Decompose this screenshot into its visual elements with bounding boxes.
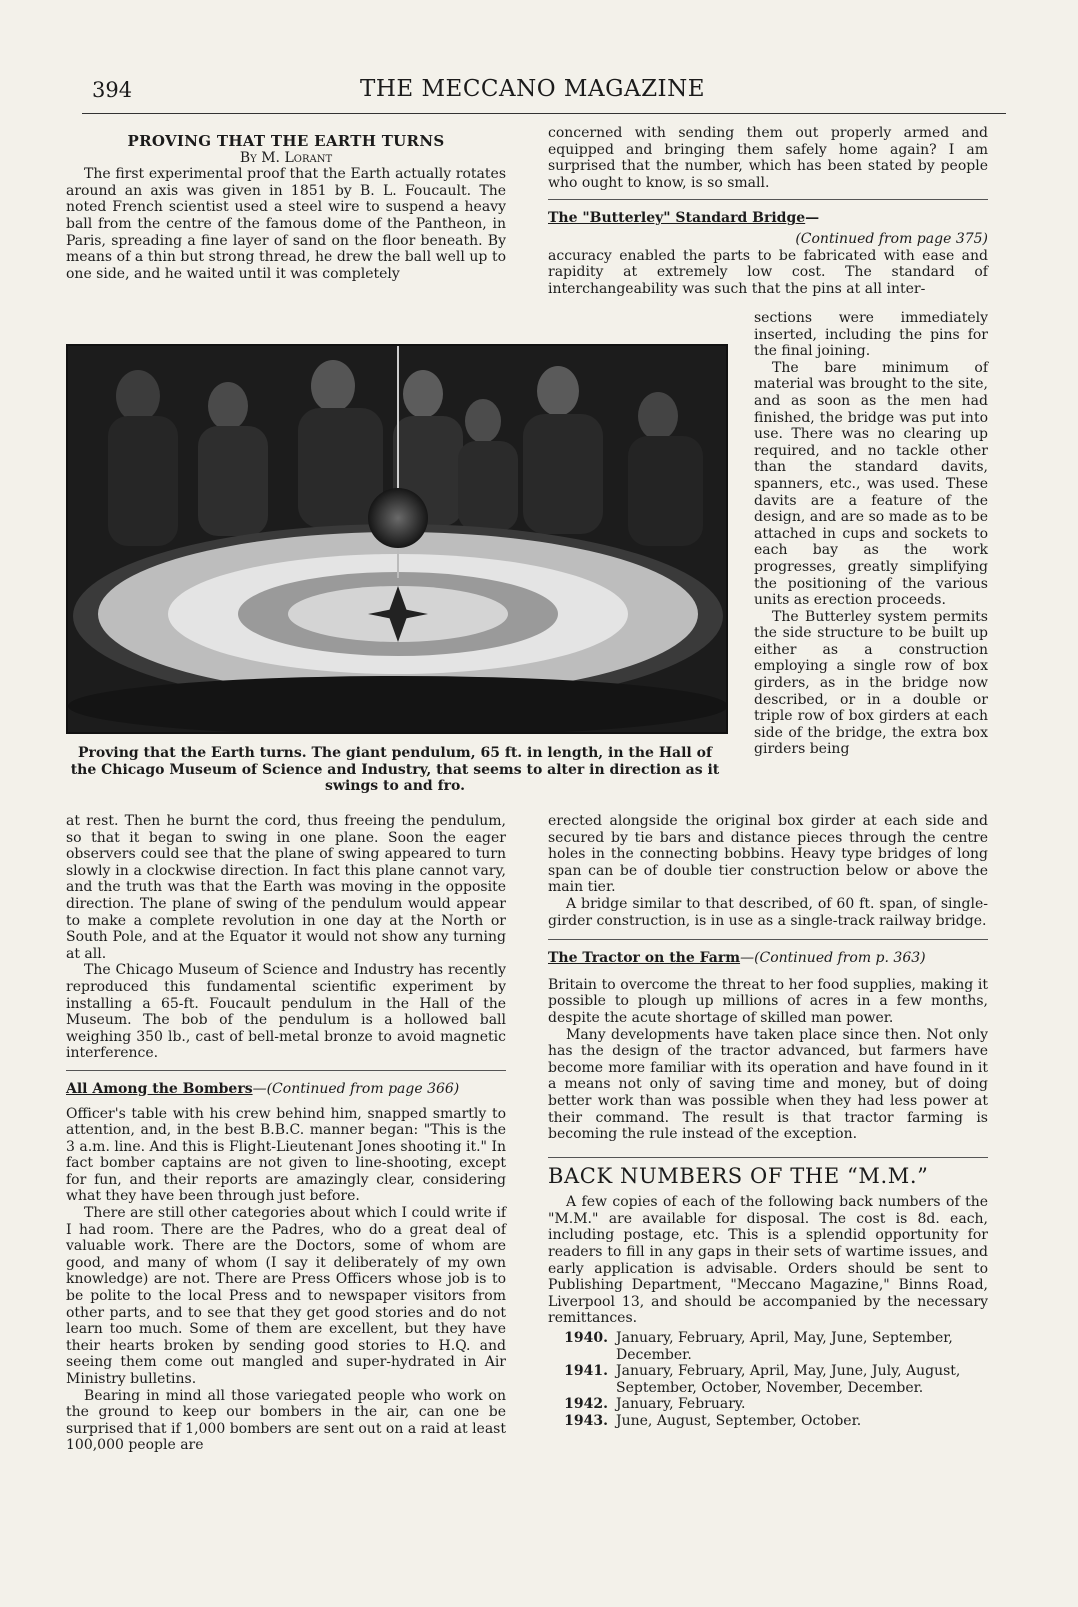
masthead: THE MECCANO MAGAZINE [360, 76, 706, 102]
earth-paragraph-2: at rest. Then he burnt the cord, thus freeing the pendulum, so that it began to swing in one plane. Soon the eager observers could see that the plane of swing appeared to turn slowly in a clockwise direction. In fact this plane cannot vary, and the truth was that the Earth was moving in the opposite direction. The plane of swing of the pendulum would appear to make a complete revolution in one day at the North or South Pole, and at the Equator it would not show any turning at all. [66, 813, 506, 962]
back-issue-entry [548, 1330, 988, 1363]
issue-year: 1943. [564, 1413, 608, 1429]
bridge-paragraph-2: The bare minimum of material was brought to the site, and as soon as the men had finished, the bridge was put into use. There was no clearing up required, and no tackle other than the standard davits, spanners, etc., was used. These davits are a feature of the design, and are so made as to be attached in cups and sockets to each bay as the work progresses, greatly simplifying the positioning of the various units as erection proceeds. [754, 359, 988, 609]
back-issue-entry [548, 1413, 988, 1430]
earth-article-top [66, 133, 506, 282]
bridge-heading-title: The "Butterley" Standard Bridge [548, 210, 806, 227]
bridge-continued-note: (Continued from page 375) [795, 230, 988, 247]
issue-months: January, February. [616, 1396, 746, 1413]
earth-paragraph-3: The Chicago Museum of Science and Industry has recently reproduced this fundamental scientific experiment by installing a 65-ft. Foucault pendulum in the Hall of the Museum. The bob of the pendulum is a hollowed ball weighing 350 lb., cast of bell-metal bronze to avoid magnetic interference. [66, 962, 506, 1062]
photo-caption: Proving that the Earth turns. The giant pendulum, 65 ft. in length, in the Hall of the Chicago Museum of Science and Industry, that seems to alter in direction as it swings to and fro. [70, 745, 720, 795]
earth-article-byline: By M. Lorant [239, 149, 333, 166]
earth-paragraph-1: The first experimental proof that the Earth actually rotates around an axis was given in 1851 by B. L. Foucault. The noted French scientist used a steel wire to suspend a heavy ball from the centre of the famous dome of the Pantheon, in Paris, spreading a fine layer of sand on the floor beneath. By means of a thin but strong thread, he drew the ball well up to one side, and he waited until it was completely [66, 166, 506, 282]
right-column-top [548, 125, 988, 297]
header-rule [82, 113, 1006, 114]
tractor-continued-note: —(Continued from p. 363) [740, 950, 926, 967]
section-divider [548, 939, 988, 940]
section-divider [66, 1070, 506, 1071]
bombers-paragraph-4: concerned with sending them out properly armed and equipped and bringing them safely home again? I am surprised that the number, which has been stated by people who ought to know, is so small. [548, 125, 988, 191]
bombers-paragraph-1: Officer's table with his crew behind him, snapped smartly to attention, and, in the best B.B.C. manner began: "This is the 3 a.m. line. And this is Flight-Lieutenant Jones shooting it." In fact bomber captains are not given to line-shooting, except for fun, and their reports are amazingly clear, considering what they have been through just before. [66, 1105, 506, 1205]
left-column-lower [66, 813, 506, 1454]
bombers-heading-title: All Among the Bombers [66, 1080, 253, 1097]
section-divider [548, 199, 988, 200]
bombers-continued-note: —(Continued from page 366) [252, 1080, 460, 1097]
bombers-paragraph-2: There are still other categories about which I could write if I had room. There are the Padres, who do a great deal of valuable work. There are the Doctors, some of whom are good, and many of whom (I say it deliberately of my own knowledge) are not. There are Press Officers whose job is to be polite to the local Press and to newspaper visitors from other parts, and to see that they get good stories and do not learn too much. Some of them are excellent, but they have their hearts broken by sending good stories to H.Q. and seeing them come out mangled and super-hydrated in Air Ministry bulletins. [66, 1205, 506, 1387]
bombers-paragraph-3: Bearing in mind all those variegated people who work on the ground to keep our bombers in the air, can one be surprised that if 1,000 bombers are sent out on a raid at least 100,000 people are [66, 1387, 506, 1454]
bridge-paragraph-3a: The Butterley system permits the side structure to be built up either as a construction employing a single row of box girders, as in the bridge now described, or in a double or triple row of box girders at each side of the bridge, the extra box girders being [754, 608, 988, 758]
pendulum-photo [66, 344, 728, 734]
tractor-heading [548, 950, 988, 967]
issue-months: January, February, April, May, June, September, December. [616, 1330, 953, 1363]
bridge-paragraph-4: A bridge similar to that described, of 60 ft. span, of single-girder construction, is in use as a single-track railway bridge. [548, 895, 988, 929]
bridge-paragraph-1a: accuracy enabled the parts to be fabricated with ease and rapidity at extremely low cost. The standard of interchangeability was such that the pins at all inter- [548, 247, 988, 297]
right-narrow-column [754, 310, 988, 758]
issue-year: 1941. [564, 1363, 608, 1380]
back-issue-entry [548, 1363, 988, 1396]
bombers-heading [66, 1081, 506, 1098]
earth-article-title: PROVING THAT THE EARTH TURNS [127, 132, 445, 150]
back-issue-entry [548, 1396, 988, 1413]
back-numbers-title: BACK NUMBERS OF THE “M.M.” [548, 1163, 929, 1188]
pendulum-illustration [68, 346, 726, 732]
issue-year: 1942. [564, 1396, 608, 1413]
back-issues-list [548, 1330, 988, 1430]
issue-year: 1940. [564, 1330, 608, 1347]
page-number: 394 [92, 78, 133, 102]
back-numbers-paragraph: A few copies of each of the following back numbers of the "M.M." are available for disposal. The cost is 8d. each, including postage, etc. This is a splendid opportunity for readers to fill in any gaps in their sets of wartime issues, and early application is advisable. Orders should be sent to Publishing Department, "Meccano Magazine," Binns Road, Liverpool 13, and should be accompanied by the necessary remittances. [548, 1194, 988, 1327]
bridge-heading: The "Butterley" Standard Bridge— [548, 210, 820, 227]
tractor-paragraph-1: Britain to overcome the threat to her food supplies, making it possible to plough up millions of acres in a few months, despite the acute shortage of skilled man power. [548, 976, 988, 1026]
bridge-paragraph-1b: sections were immediately inserted, including the pins for the final joining. [754, 310, 988, 360]
issue-months: June, August, September, October. [616, 1413, 862, 1429]
right-column-lower [548, 813, 988, 1430]
issue-months: January, February, April, May, June, July, August, September, October, November, December. [616, 1363, 961, 1396]
section-divider [548, 1157, 988, 1158]
tractor-paragraph-2: Many developments have taken place since then. Not only has the design of the tractor advanced, but farmers have become more familiar with its operation and have found in it a means not only of saving time and money, but of doing better work than was possible when they had less power at their command. The result is that tractor farming is becoming the rule instead of the exception. [548, 1026, 988, 1143]
tractor-heading-title: The Tractor on the Farm [548, 950, 741, 967]
bridge-paragraph-3b: erected alongside the original box girder at each side and secured by tie bars and distance pieces through the centre holes in the connecting bobbins. Heavy type bridges of long span can be of double tier construction below or above the main tier. [548, 813, 988, 896]
